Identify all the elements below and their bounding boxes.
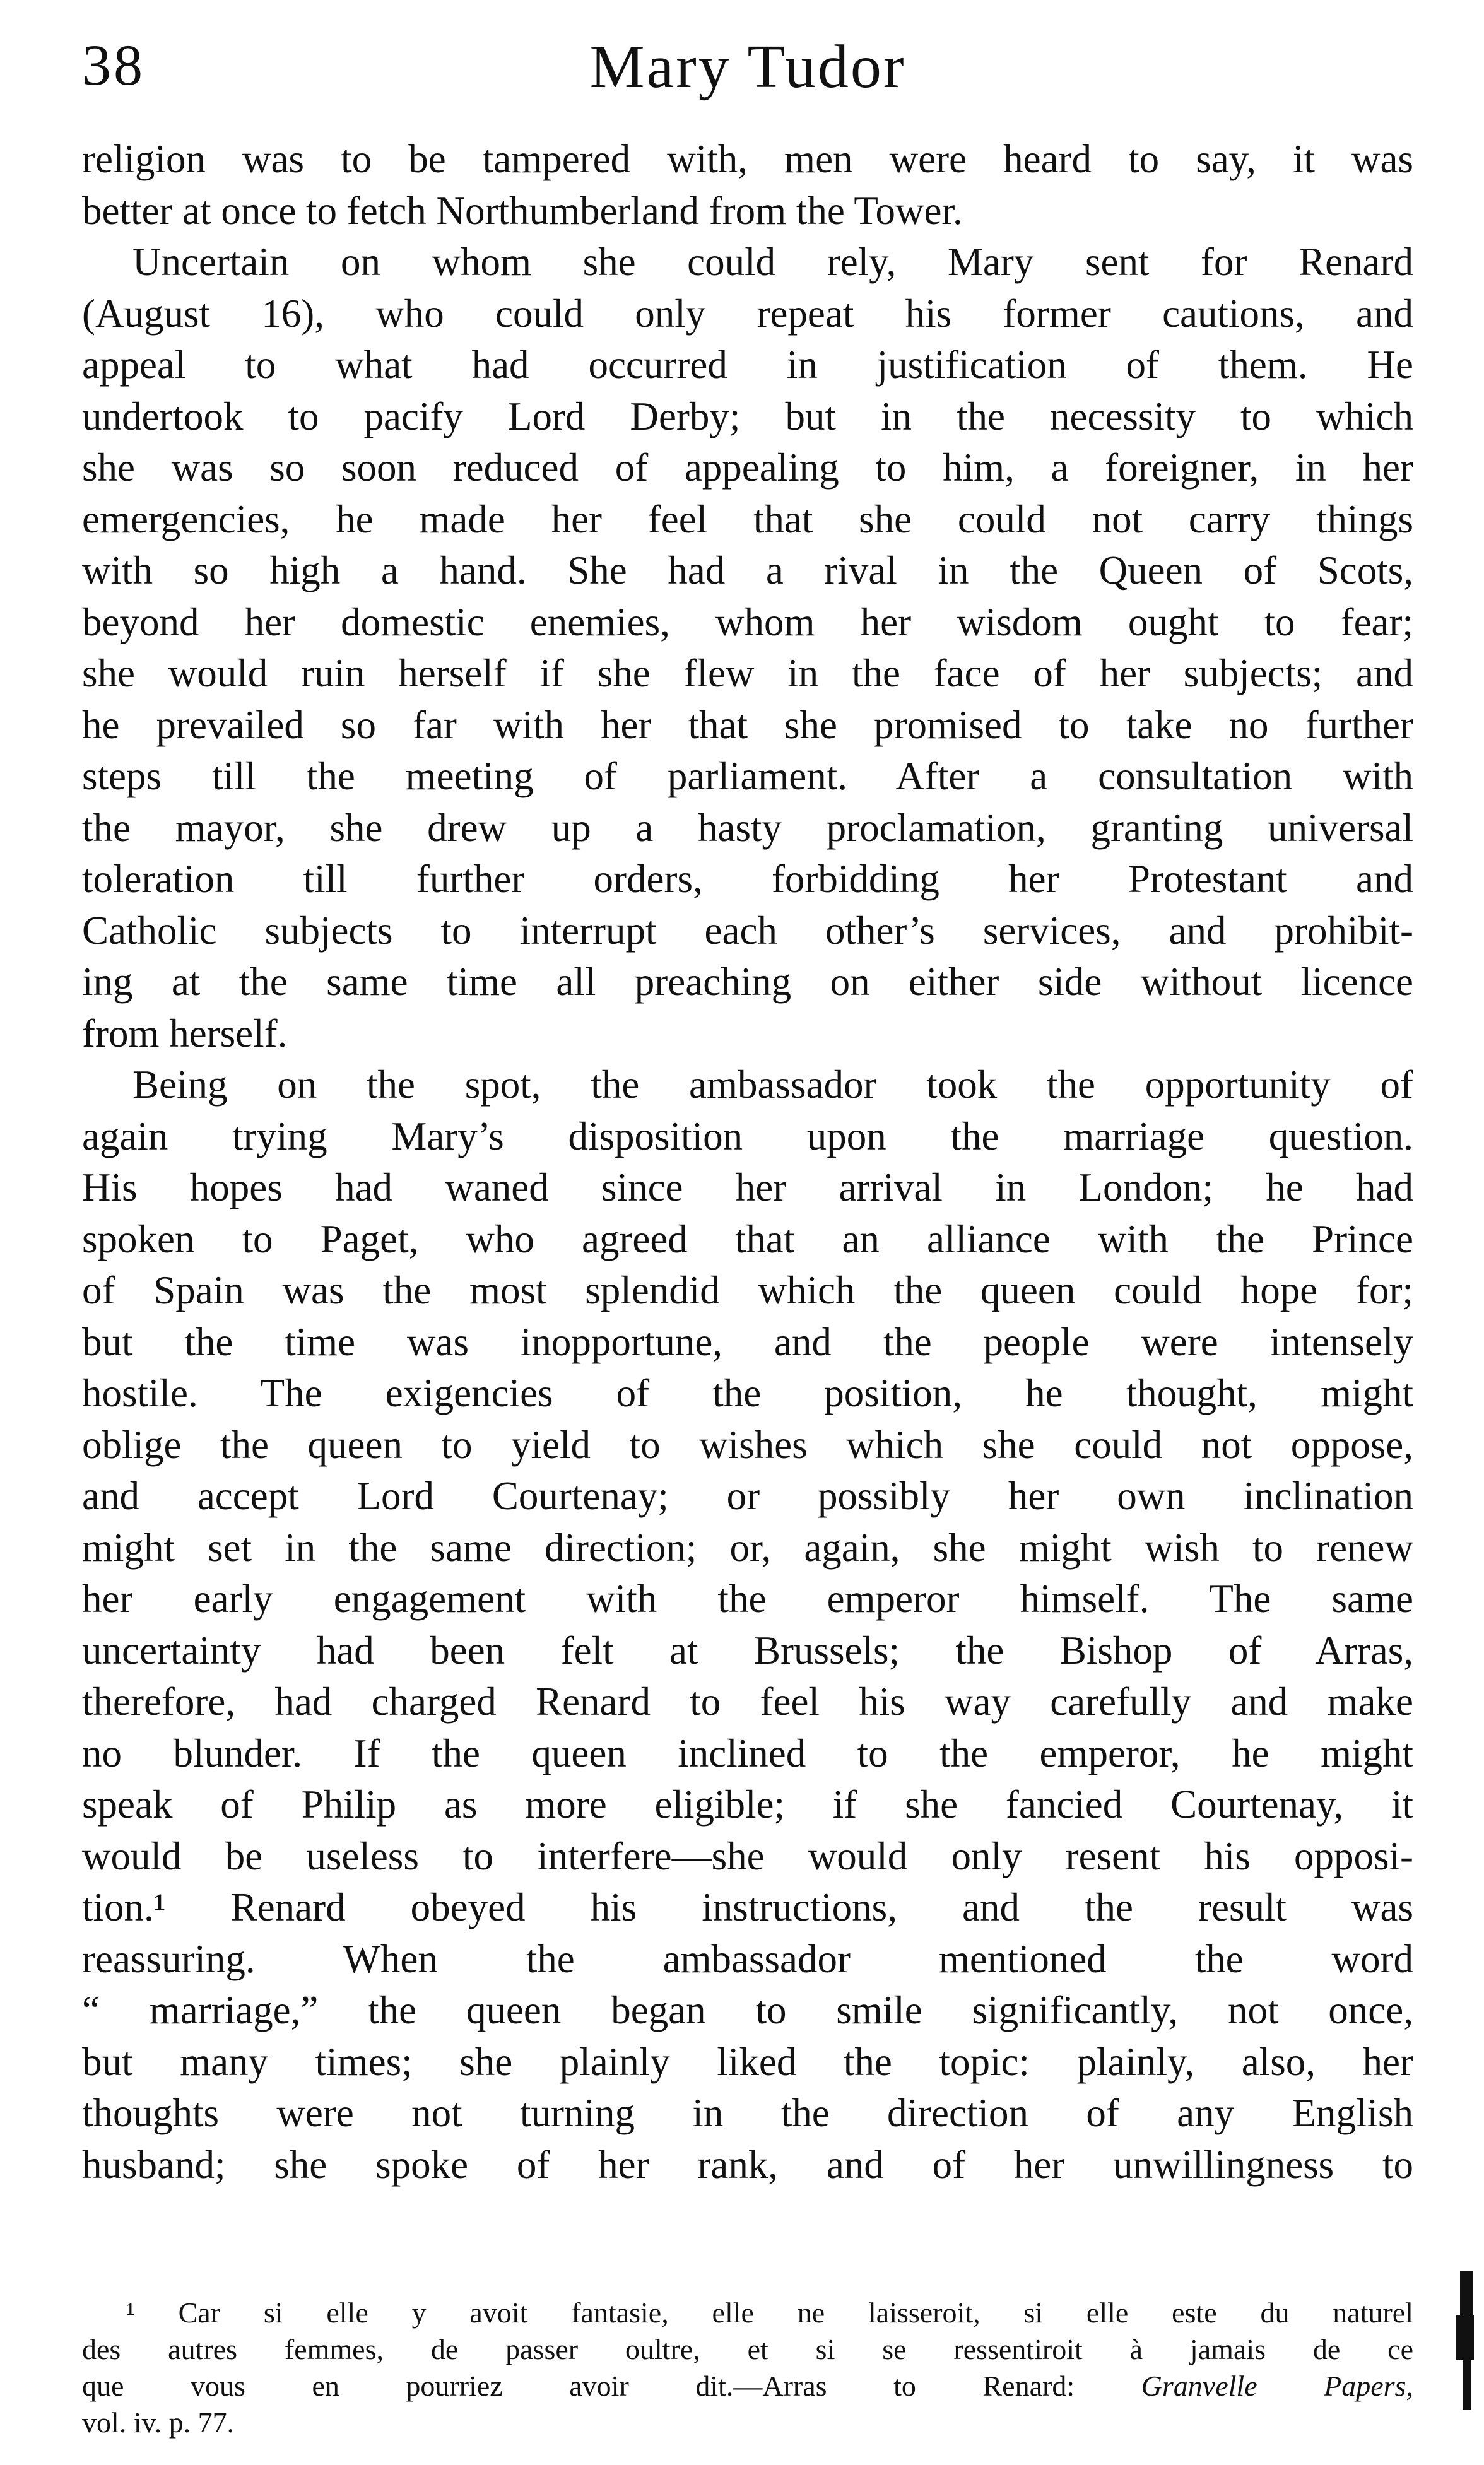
text-line: Being on the spot, the ambassador took the opportunity of [132,1062,1413,1107]
page-number: 38 [82,33,145,97]
text-line: thoughts were not turning in the direction of any English [82,2091,1413,2135]
text-line: would be useless to interfere—she would only resent his opposi- [82,1833,1413,1878]
text-line: but the time was inopportune, and the people were intensely [82,1319,1413,1364]
text-line: steps till the meeting of parliament. After a consultation with [82,754,1413,798]
text-line: better at once to fetch Northumberland from the Tower. [82,188,963,233]
text-line: therefore, had charged Renard to feel his way carefully and make [82,1680,1413,1724]
text-line: undertook to pacify Lord Derby; but in the necessity to which [82,394,1413,438]
footnote-line [82,2368,1413,2404]
page-edge-scan-mark [1451,2271,1476,2410]
text-line: beyond her domestic enemies, whom her wisdom ought to fear; [82,599,1413,644]
text-line: Uncertain on whom she could rely, Mary sent for Renard [132,240,1413,284]
text-line: Catholic subjects to interrupt each other’s services, and prohibit- [82,908,1413,953]
text-line: appeal to what had occurred in justification of them. He [82,343,1413,387]
text-line: from herself. [82,1011,288,1056]
footnote-line: ¹ Car si elle y avoit fantasie, elle ne laisseroit, si elle este du naturel [126,2297,1413,2329]
text-line: the mayor, she drew up a hasty proclamation, granting universal [82,805,1413,850]
text-line: but many times; she plainly liked the topic: plainly, also, her [82,2039,1413,2084]
text-line: might set in the same direction; or, again, she might wish to renew [82,1525,1413,1570]
text-line: toleration till further orders, forbidding her Protestant and [82,857,1413,901]
text-line: with so high a hand. She had a rival in the Queen of Scots, [82,548,1413,592]
footnote-line: des autres femmes, de passer oultre, et si se ressentiroit à jamais de ce [82,2333,1413,2365]
footnote-text: que vous en pourriez avoir dit.—Arras to Renard: [82,2370,1075,2402]
text-line: tion.¹ Renard obeyed his instructions, and the result was [82,1885,1413,1929]
text-line: reassuring. When the ambassador mentioned the word [82,1936,1413,1981]
text-line: she was so soon reduced of appealing to him, a foreigner, in her [82,445,1413,490]
text-line: spoken to Paget, who agreed that an alliance with the Prince [82,1216,1413,1261]
text-line: His hopes had waned since her arrival in London; he had [82,1165,1413,1209]
page-header [82,25,1413,120]
text-line: speak of Philip as more eligible; if she fancied Courtenay, it [82,1782,1413,1827]
text-line: hostile. The exigencies of the position, he thought, might [82,1371,1413,1415]
running-title: Mary Tudor [589,33,906,101]
text-line: and accept Lord Courtenay; or possibly her own inclination [82,1474,1413,1518]
text-line: of Spain was the most splendid which the queen could hope for; [82,1268,1413,1312]
text-line: no blunder. If the queen inclined to the emperor, he might [82,1731,1413,1775]
footnote [82,2295,1413,2441]
text-line: oblige the queen to yield to wishes which she could not oppose, [82,1422,1413,1467]
text-line: she would ruin herself if she flew in the face of her subjects; and [82,651,1413,695]
text-line: emergencies, he made her feel that she could not carry things [82,497,1413,541]
text-line: “ marriage,” the queen began to smile significantly, not once, [82,1988,1413,2032]
footnote-source-title: Granvelle Papers, [1141,2370,1413,2402]
body-text [82,134,1413,2191]
text-line: her early engagement with the emperor himself. The same [82,1577,1413,1621]
text-line: religion was to be tampered with, men were heard to say, it was [82,137,1413,181]
text-line: uncertainty had been felt at Brussels; the Bishop of Arras, [82,1628,1413,1673]
footnote-line: vol. iv. p. 77. [82,2406,235,2439]
text-line: he prevailed so far with her that she promised to take no further [82,702,1413,747]
text-line: husband; she spoke of her rank, and of her unwillingness to [82,2142,1413,2187]
text-line: (August 16), who could only repeat his former cautions, and [82,291,1413,336]
text-line: ing at the same time all preaching on either side without licence [82,960,1413,1004]
text-line: again trying Mary’s disposition upon the marriage question. [82,1114,1413,1158]
